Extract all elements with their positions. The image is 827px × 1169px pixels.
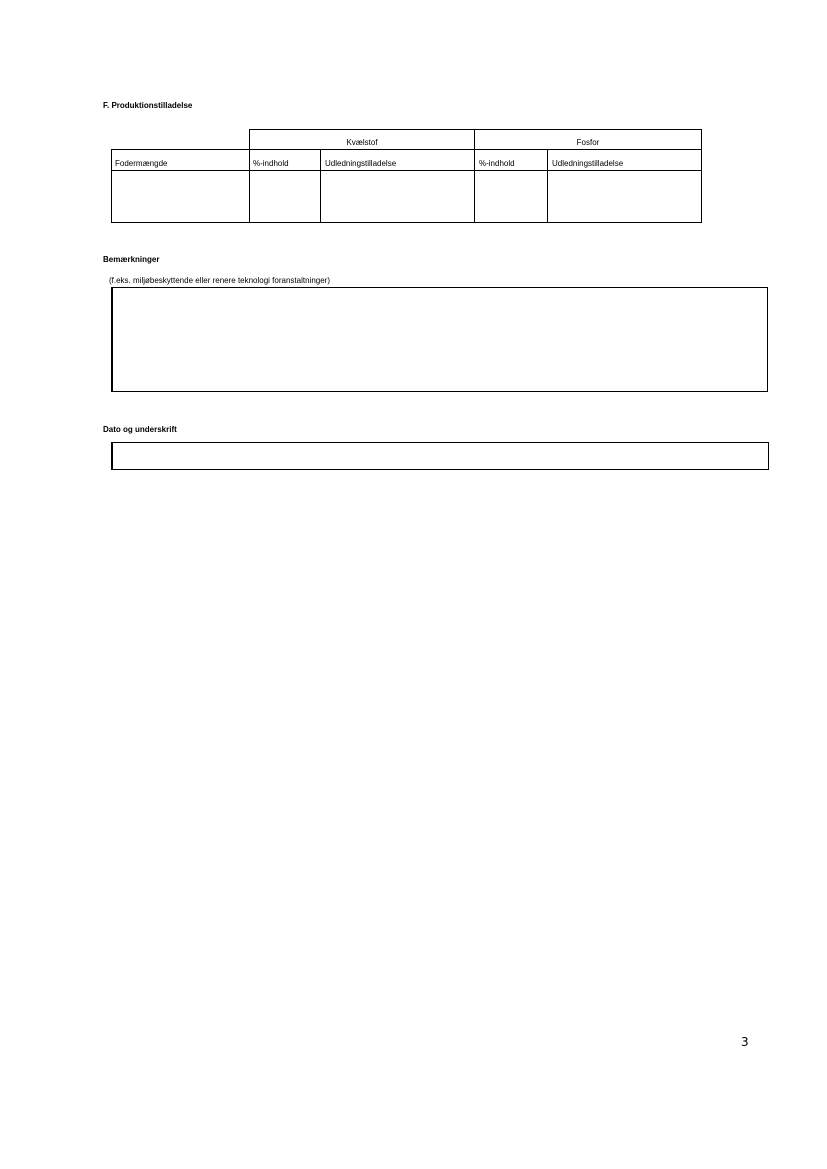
feed-amount-cell[interactable] (115, 175, 245, 219)
column-header-feed-amount: Fodermængde (115, 159, 168, 168)
group-header-phosphorus: Fosfor (576, 138, 600, 147)
remarks-hint: (f.eks. miljøbeskyttende eller renere teknologi foranstaltninger) (109, 276, 330, 285)
nitrogen-permit-cell[interactable] (325, 175, 470, 219)
page-number: 3 (741, 1035, 749, 1049)
phosphorus-permit-cell[interactable] (552, 175, 697, 219)
table-col-divider-2 (320, 149, 321, 223)
column-header-phosphorus-percent: %-indhold (479, 159, 515, 168)
column-header-nitrogen-percent: %-indhold (253, 159, 289, 168)
remarks-field[interactable] (111, 287, 768, 392)
signature-title: Dato og underskrift (103, 425, 177, 434)
column-header-phosphorus-permit: Udledningstilladelse (552, 159, 624, 168)
table-header-divider (111, 149, 702, 150)
section-f-title: F. Produktionstilladelse (103, 101, 193, 110)
phosphorus-percent-cell[interactable] (479, 175, 543, 219)
table-top-border (249, 129, 702, 130)
date-signature-field[interactable] (111, 442, 769, 470)
table-bottom-border (111, 222, 702, 223)
table-col-divider-4 (547, 149, 548, 223)
remarks-title: Bemærkninger (103, 255, 160, 264)
nitrogen-percent-cell[interactable] (253, 175, 316, 219)
table-right-border (701, 129, 702, 223)
table-subheader-divider (111, 170, 702, 171)
group-header-nitrogen: Kvælstof (346, 138, 378, 147)
table-left-border (111, 149, 112, 223)
column-header-nitrogen-permit: Udledningstilladelse (325, 159, 397, 168)
